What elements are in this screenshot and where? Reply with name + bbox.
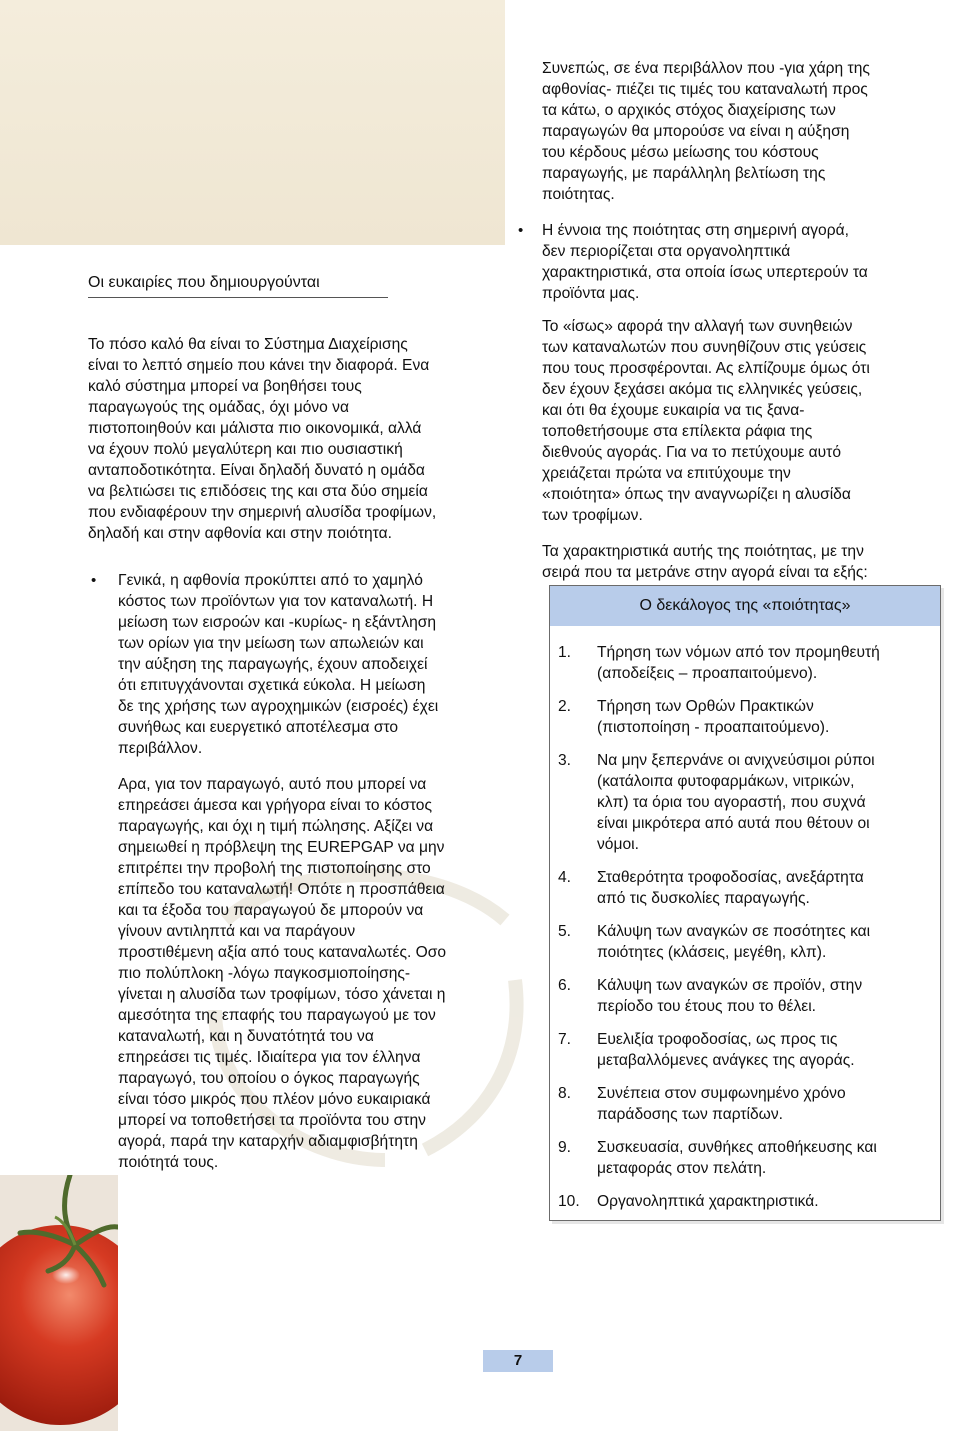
text-line: παράδοσης των παρτίδων.: [597, 1106, 783, 1123]
tomato-image: [0, 1175, 118, 1431]
text-line: ότι επιτυγχάνονται σχετικά εύκολα. Η μείωση: [118, 677, 426, 694]
text-line: μείωση των εισροών και -κυρίως- η εξάντληση: [118, 614, 437, 631]
text-line: Να μην ξεπερνάνε οι ανιχνεύσιμοι ρύποι: [597, 752, 875, 769]
text-line: περιβάλλον.: [118, 740, 203, 757]
text-line: ποιότητας.: [542, 186, 615, 203]
item-number: 9.: [558, 1139, 572, 1156]
item-number: 2.: [558, 698, 572, 715]
right-intro-paragraph: [542, 58, 942, 205]
text-line: καλό σύστημα μπορεί να βοηθήσει τους: [88, 378, 362, 395]
text-line: (κατάλοιπα φυτοφαρμάκων, νιτρικών,: [597, 773, 855, 790]
left-second-paragraph: [118, 774, 513, 1173]
text-line: Τα χαρακτηριστικά αυτής της ποιότητας, με την: [542, 543, 864, 560]
text-line: παραγωγής, και όχι η τιμή πώλησης. Αξίζει να: [118, 818, 434, 835]
text-line: δηλαδή και στην αφθονία και στην ποιότητα.: [88, 525, 392, 542]
right-third-paragraph: [542, 541, 942, 583]
list-item: [550, 750, 940, 855]
text-line: ανταποδοτικότητα. Είναι δηλαδή δυνατό η ομάδα: [88, 462, 425, 479]
right-second-paragraph: [542, 316, 942, 526]
box-title: Ο δεκάλογος της «ποιότητας»: [550, 586, 940, 626]
text-line: ποιότητες (κλάσεις, μεγέθη, κλπ).: [597, 944, 827, 961]
text-line: χαρακτηριστικά, στα οποία ίσως υπερτερούν τα: [542, 264, 868, 281]
text-line: Το πόσο καλό θα είναι το Σύστημα Διαχείρισης: [88, 336, 408, 353]
item-number: 4.: [558, 869, 572, 886]
header-background: [0, 0, 505, 245]
text-line: που ενδιαφέρουν την σημερινή αλυσίδα τροφίμων,: [88, 504, 437, 521]
text-line: δεν περιορίζεται στα οργανοληπτικά: [542, 243, 791, 260]
text-line: «ποιότητα» όπως την αναγνωρίζει η αλυσίδα: [542, 486, 851, 503]
item-number: 7.: [558, 1031, 572, 1048]
text-line: Τήρηση των Ορθών Πρακτικών: [597, 698, 814, 715]
text-line: είναι τόσο μικρός που πλέον μόνο ευκαιριακά: [118, 1091, 431, 1108]
text-line: μεταβαλλόμενες ανάγκες της αγοράς.: [597, 1052, 855, 1069]
text-line: Συσκευασία, συνθήκες αποθήκευσης και: [597, 1139, 877, 1156]
text-line: είναι το λεπτό σημείο που κάνει την διαφορά. Ενα: [88, 357, 430, 374]
text-line: των καταναλωτών που συνηθίζουν στις γεύσεις: [542, 339, 867, 356]
text-line: ποιότητά τους.: [118, 1154, 219, 1171]
text-line: επιτρέπει την προβολή της πιστοποίησης στο: [118, 860, 431, 877]
text-line: προστιθέμενη αξία από τους καταναλωτές. Οσο: [118, 944, 447, 961]
item-number: 5.: [558, 923, 572, 940]
text-line: • Γενικά, η αφθονία προκύπτει από το χαμηλό: [118, 572, 423, 589]
text-line: επηρεάσει άμεσα και γρήγορα είναι το κόστος: [118, 797, 432, 814]
text-line: νόμοι.: [597, 836, 639, 853]
text-line: (αποδείξεις – προαπαιτούμενο).: [597, 665, 818, 682]
decalogue-list: [550, 642, 940, 1212]
text-line: αμεσότητα της επαφής του παραγωγού με τον: [118, 1007, 436, 1024]
text-line: επηρεάσει τις τιμές. Ιδιαίτερα για τον έλληνα: [118, 1049, 421, 1066]
left-intro-paragraph: [88, 334, 510, 544]
list-item: [550, 867, 940, 909]
list-item: [550, 921, 940, 963]
text-line: Ευελιξία τροφοδοσίας, ως προς τις: [597, 1031, 838, 1048]
text-line: • Η έννοια της ποιότητας στη σημερινή αγορά,: [542, 222, 849, 239]
text-line: μεταφοράς στον πελάτη.: [597, 1160, 767, 1177]
text-line: τοποθετήσουμε στα επίλεκτα ράφια της: [542, 423, 813, 440]
text-line: δεν έχουν ξεχάσει ακόμα τις ελληνικές γεύσεις,: [542, 381, 863, 398]
text-line: σημειωθεί η πρόβλεψη της EUREPGAP να μην: [118, 839, 445, 856]
text-line: τα κάτω, ο αρχικός στόχος διαχείρισης των: [542, 102, 836, 119]
text-line: Συνέπεια στον συμφωνημένο χρόνο: [597, 1085, 846, 1102]
text-line: Το «ίσως» αφορά την αλλαγή των συνηθειών: [542, 318, 853, 335]
text-line: παραγωγών θα μπορούσε να είναι η αύξηση: [542, 123, 850, 140]
text-line: του κέρδους μέσω μείωσης του κόστους: [542, 144, 819, 161]
text-line: παραγωγούς της ομάδας, όχι μόνο να: [88, 399, 349, 416]
page-number: 7: [483, 1350, 553, 1372]
text-line: και ότι θα έχουμε ευκαιρία να τις ξανα-: [542, 402, 805, 419]
item-number: 10.: [558, 1193, 580, 1210]
text-line: αγορά, παρά την καταρχήν αδιαμφισβήτητη: [118, 1133, 418, 1150]
text-line: που τους προσφέρονται. Ας ελπίζουμε όμως ότι: [542, 360, 870, 377]
text-line: Σταθερότητα τροφοδοσίας, ανεξάρτητα: [597, 869, 864, 886]
text-line: (πιστοποίηση - προαπαιτούμενο).: [597, 719, 830, 736]
text-line: κόστος των προϊόντων για τον καταναλωτή. Η: [118, 593, 434, 610]
text-line: πιο πολύπλοκη -λόγω παγκοσμιοποίησης-: [118, 965, 411, 982]
left-bullet-list: [118, 570, 518, 759]
text-line: γίνεται η αλυσίδα των τροφίμων, τόσο χάνεται η: [118, 986, 446, 1003]
text-line: Κάλυψη των αναγκών σε ποσότητες και: [597, 923, 871, 940]
text-line: παραγωγής, με παράλληλη βελτίωση της: [542, 165, 826, 182]
text-line: την αύξηση της παραγωγής, έχουν αποδειχεί: [118, 656, 428, 673]
quality-decalogue-box: [549, 585, 941, 1221]
text-line: γίνουν αντιληπτά και να παράγουν: [118, 923, 356, 940]
text-line: αφθονίας- πιέζει τις τιμές του καταναλωτή προς: [542, 81, 868, 98]
text-line: μπορεί να τοποθετήσει τα προϊόντα του στην: [118, 1112, 426, 1129]
text-line: δε της χρήσης των αγροχημικών (εισροές) έχει: [118, 698, 439, 715]
text-line: κλπ) τα όρια του αγοραστή, που συχνά: [597, 794, 866, 811]
text-line: είναι μικρότερα από αυτά που θέτουν οι: [597, 815, 870, 832]
bullet-item: [118, 570, 518, 759]
text-line: να έχουν πολύ μεγαλύτερη και πιο ουσιαστική: [88, 441, 403, 458]
right-bullet-list: [542, 220, 942, 304]
text-line: Αρα, για τον παραγωγό, αυτό που μπορεί να: [118, 776, 427, 793]
text-line: Κάλυψη των αναγκών σε προϊόν, στην: [597, 977, 863, 994]
item-number: 8.: [558, 1085, 572, 1102]
list-item: [550, 642, 940, 684]
text-line: συνήθως και ευεργετικό αποτέλεσμα στο: [118, 719, 399, 736]
text-line: και τα έξοδα του παραγωγού δε μπορούν να: [118, 902, 424, 919]
text-line: χρειάζεται πρώτα να επιτύχουμε την: [542, 465, 791, 482]
text-line: επίπεδο του καταναλωτή! Οπότε η προσπάθεια: [118, 881, 445, 898]
list-item: [550, 1191, 940, 1212]
list-item: [550, 1137, 940, 1179]
text-line: των τροφίμων.: [542, 507, 643, 524]
text-line: πιστοποιηθούν και μάλιστα πιο οικονομικά, αλλά: [88, 420, 422, 437]
text-line: Συνεπώς, σε ένα περιβάλλον που -για χάρη της: [542, 60, 870, 77]
text-line: καταναλωτή, και η δυνατότητά του να: [118, 1028, 374, 1045]
list-item: [550, 1083, 940, 1125]
text-line: των ορίων για την μείωση των απωλειών και: [118, 635, 424, 652]
text-line: να βελτιώσει τις επιδόσεις της και στα δύο σημεία: [88, 483, 428, 500]
text-line: σειρά που τα μετράνε στην αγορά είναι τα εξής:: [542, 564, 868, 581]
text-line: παραγωγό, του οποίου ο όγκος παραγωγής: [118, 1070, 420, 1087]
section-heading: Οι ευκαιρίες που δημιουργούνται: [88, 272, 388, 298]
item-number: 6.: [558, 977, 572, 994]
item-number: 1.: [558, 644, 572, 661]
text-line: διεθνούς αγοράς. Για να το πετύχουμε αυτό: [542, 444, 841, 461]
text-line: Τήρηση των νόμων από τον προμηθευτή: [597, 644, 880, 661]
list-item: [550, 975, 940, 1017]
text-line: περίοδο του έτους που το θέλει.: [597, 998, 816, 1015]
list-item: [550, 696, 940, 738]
item-number: 3.: [558, 752, 572, 769]
bullet-item: [542, 220, 942, 304]
list-item: [550, 1029, 940, 1071]
text-line: προϊόντα μας.: [542, 285, 640, 302]
text-line: από τις δυσκολίες παραγωγής.: [597, 890, 810, 907]
text-line: Οργανοληπτικά χαρακτηριστικά.: [597, 1193, 819, 1210]
